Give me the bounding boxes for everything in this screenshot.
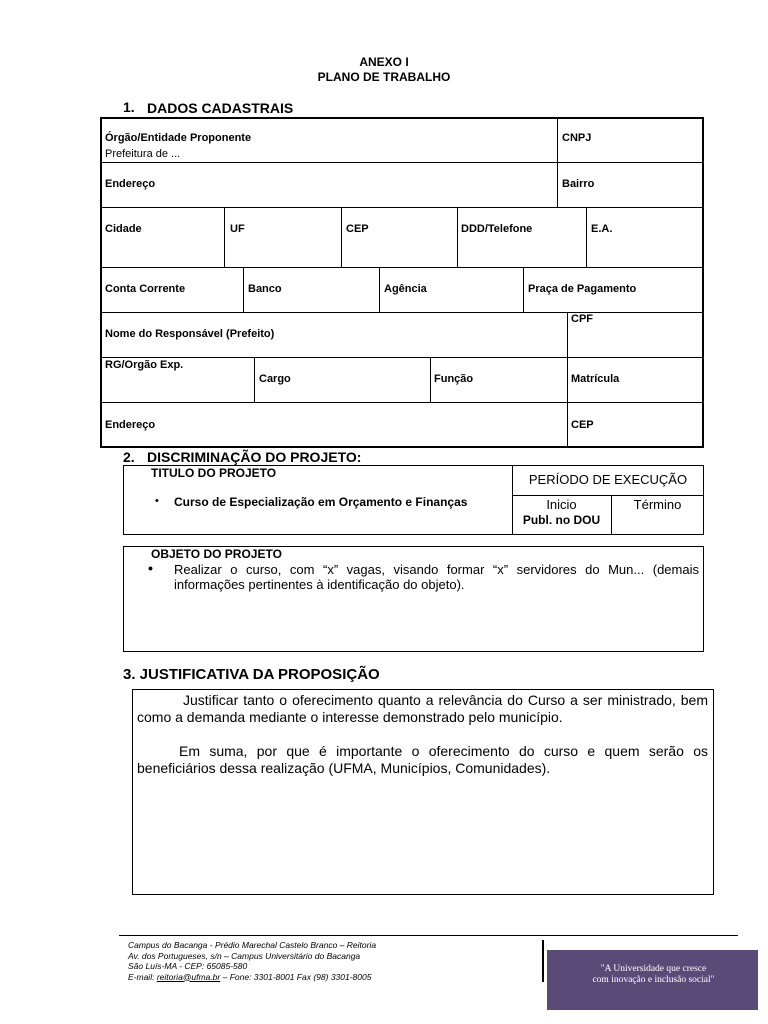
bairro-label: Bairro bbox=[562, 178, 595, 190]
cnpj-label: CNPJ bbox=[562, 132, 592, 144]
uf-label: UF bbox=[230, 223, 245, 235]
section2-number: 2. bbox=[123, 449, 135, 465]
rg-label: RG/Orgão Exp. bbox=[105, 359, 184, 371]
cpf-label: CPF bbox=[571, 313, 593, 325]
conta-corrente-label: Conta Corrente bbox=[105, 283, 186, 295]
section1-title: DADOS CADASTRAIS bbox=[147, 100, 294, 116]
objeto-projeto-label: OBJETO DO PROJETO bbox=[151, 547, 282, 561]
footer-line-4: E-mail: reitoria@ufma.br – Fone: 3301-8001 Fax (98) 3301-8005 bbox=[128, 971, 372, 982]
orgao-label: Órgão/Entidade Proponente bbox=[105, 132, 252, 144]
cep2-label: CEP bbox=[571, 419, 594, 431]
footer-address bbox=[128, 940, 376, 982]
termino-label: Término bbox=[633, 497, 682, 512]
banco-label: Banco bbox=[248, 283, 282, 295]
footer-email-link[interactable]: reitoria@ufma.br bbox=[156, 971, 221, 982]
footer-divider bbox=[119, 935, 738, 936]
funcao-label: Função bbox=[434, 373, 474, 385]
footer-line-3: São Luís-MA - CEP: 65085-580 bbox=[128, 961, 248, 971]
orgao-value: Prefeitura de ... bbox=[105, 148, 181, 160]
bullet-icon-2: • bbox=[148, 560, 153, 576]
bullet-icon: • bbox=[155, 495, 159, 507]
footer-line-1: Campus do Bacanga - Prédio Marechal Castelo Branco – Reitoria bbox=[128, 940, 377, 950]
praca-pagamento-label: Praça de Pagamento bbox=[528, 283, 637, 295]
cidade-label: Cidade bbox=[105, 223, 142, 235]
endereco-label: Endereço bbox=[105, 178, 156, 190]
footer-line-2: Av. dos Portugueses, s/n – Campus Universitário do Bacanga bbox=[128, 950, 361, 961]
ddd-telefone-label: DDD/Telefone bbox=[461, 223, 533, 235]
cep-label: CEP bbox=[346, 223, 369, 235]
responsavel-label: Nome do Responsável (Prefeito) bbox=[105, 328, 275, 340]
periodo-execucao-label: PERÍODO DE EXECUÇÃO bbox=[528, 472, 688, 487]
inicio-label: Inicio bbox=[546, 497, 577, 512]
footer-quote: "A Universidade que cresce com inovação e inclusão social" bbox=[592, 964, 715, 985]
inicio-value: Publ. no DOU bbox=[522, 513, 601, 527]
justificativa-paragraph-1: Justificar tanto o oferecimento quanto a relevância do Curso a ser ministrado, bem como a demanda mediante o interesse demonstrado pelo município. bbox=[137, 692, 708, 725]
titulo-projeto-item: Curso de Especialização em Orçamento e Finanças bbox=[174, 495, 468, 509]
cargo-label: Cargo bbox=[259, 373, 291, 385]
annex-label: ANEXO I bbox=[359, 55, 409, 69]
ea-label: E.A. bbox=[591, 223, 613, 235]
dados-cadastrais-table bbox=[100, 117, 704, 448]
document-title: PLANO DE TRABALHO bbox=[317, 70, 451, 84]
agencia-label: Agência bbox=[384, 283, 427, 295]
matricula-label: Matrícula bbox=[571, 373, 620, 385]
section3-title: 3. JUSTIFICATIVA DA PROPOSIÇÃO bbox=[123, 666, 380, 683]
endereco2-label: Endereço bbox=[105, 419, 156, 431]
objeto-projeto-text: Realizar o curso, com “x” vagas, visando formar “x” servidores do Mun... (demais informações pertinentes à identificação do objeto). bbox=[174, 562, 699, 592]
justificativa-paragraph-2: Em suma, por que é importante o oferecimento do curso e quem serão os beneficiários dessa realização (UFMA, Municípios, Comunidades). bbox=[137, 743, 708, 776]
section1-number: 1. bbox=[123, 99, 135, 115]
section2-title: DISCRIMINAÇÃO DO PROJETO: bbox=[147, 449, 362, 465]
titulo-projeto-label: TITULO DO PROJETO bbox=[151, 466, 277, 480]
